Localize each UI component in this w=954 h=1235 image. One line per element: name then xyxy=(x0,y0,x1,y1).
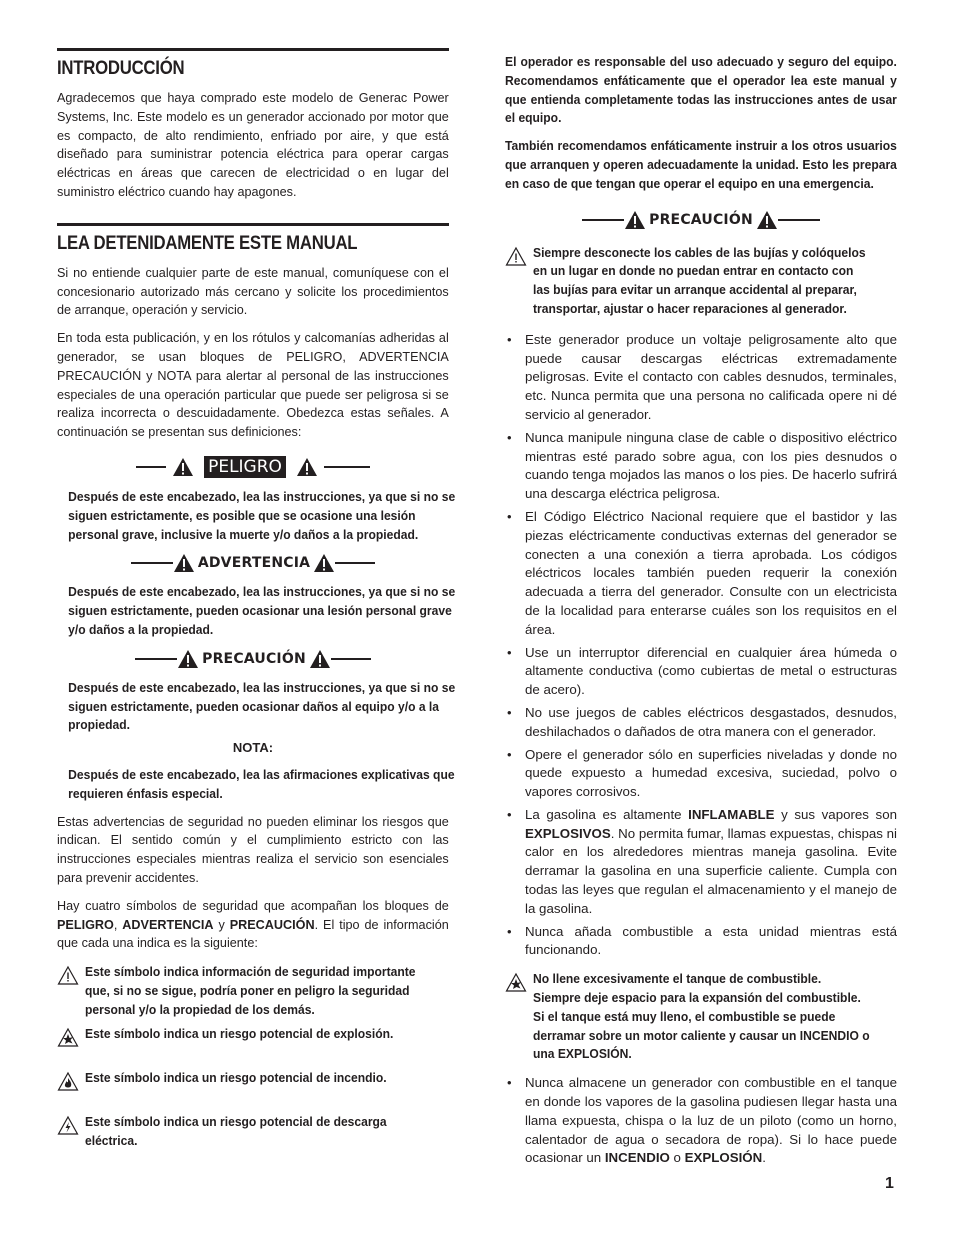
precaucion-label: PRECAUCIÓN xyxy=(649,211,753,228)
nota-label: NOTA: xyxy=(232,740,274,756)
read-manual-p2: En toda esta publicación, y en los rótulos y calcomanías adheridas al generador, se usan bloques de PELIGRO, ADVERTENCIA PRECAUCIÓN y NOTA para alertar al personal de las instrucciones especiales de una operación particular que puede ser peligrosa si se realiza incorrecta o descuidadamente. Obedezca estas señales. A continuación se presentan sus definiciones: xyxy=(57,330,449,440)
symbol-text: Este símbolo indica un riesgo potencial de descarga eléctrica. xyxy=(85,1114,387,1149)
bullet-marker: • xyxy=(507,644,512,660)
list-item-text: Este generador produce un voltaje peligrosamente alto que puede causar descargas eléctricas extremadamente peligrosas. Evite el contacto con cables desnudos, terminales, etc. Nunca permita que una persona no calificada opere ni dé servicio al generador. xyxy=(525,331,897,422)
bullet-marker: • xyxy=(507,806,512,822)
advertencia-text: Después de este encabezado, lea las instrucciones, ya que si no se siguen estrictamente, pueden ocasionar una lesión personal grave y/o daños a la propiedad. xyxy=(68,584,456,637)
overfill-warning xyxy=(505,970,897,1064)
symbol-row xyxy=(57,1113,449,1151)
list-item xyxy=(505,704,897,742)
nota-text: Después de este encabezado, lea las afirmaciones explicativas que requieren énfasis especial. xyxy=(68,766,455,801)
bullet-marker: • xyxy=(507,923,512,939)
bullet-marker: • xyxy=(507,508,512,524)
symbol-row xyxy=(57,963,449,1019)
peligro-banner xyxy=(57,456,449,478)
list-item-text: Nunca manipule ninguna clase de cable o dispositivo eléctrico mientras esté parado sobre agua, con los pies desnudos o cuando tenga mojados las manos o los pies. De hacerlo sufrirá una descarga eléctrica peligrosa. xyxy=(525,429,897,502)
symbol-text: Este símbolo indica un riesgo potencial de explosión. xyxy=(85,1026,394,1042)
read-manual-p1: Si no entiende cualquier parte de este manual, comuníquese con el concesionario autorizado más cercano y solicite los procedimientos de arranque, operación y servicio. xyxy=(57,264,449,318)
list-item xyxy=(505,331,897,425)
section-rule xyxy=(57,48,449,51)
precaucion-label: PRECAUCIÓN xyxy=(202,650,306,667)
instruct-others-text: También recomendamos enfáticamente instruir a los otros usuarios que arranquen y operen adecuadamente la unidad. Esto les prepara en caso de que tengan que operar el equipo en una emergencia. xyxy=(505,138,897,191)
right-column xyxy=(505,53,897,1172)
danger-triangle-icon xyxy=(296,457,318,477)
symbol-row xyxy=(57,1025,449,1063)
read-manual-title: LEA DETENIDAMENTE ESTE MANUAL xyxy=(57,231,358,254)
list-item xyxy=(505,1074,897,1168)
caution-triangle-icon xyxy=(624,210,646,230)
symbol-row xyxy=(57,1069,449,1107)
caution-triangle-icon xyxy=(57,965,79,985)
warning-triangle-icon xyxy=(313,553,335,573)
list-item xyxy=(505,746,897,802)
caution-triangle-icon xyxy=(309,649,331,669)
bullet-marker: • xyxy=(507,429,512,445)
caution-triangle-icon xyxy=(505,246,527,266)
list-item-text: Opere el generador sólo en superficies niveladas y donde no quede expuesto a humedad excesiva, suciedad, polvo o vapores corrosivos. xyxy=(525,746,897,800)
caution-triangle-icon xyxy=(177,649,199,669)
spark-plug-warning-text: Siempre desconecte los cables de las bujías y colóquelos en un lugar en donde no puedan entrar en contacto con las bujías para evitar un arranque accidental al preparar, transportar, ajustar o hacer reparaciones al generador. xyxy=(533,244,866,316)
list-item xyxy=(505,644,897,700)
bullet-marker: • xyxy=(507,1075,512,1091)
warnings-paragraph: Estas advertencias de seguridad no pueden eliminar los riesgos que indican. El sentido común y el cumplimiento estricto con las instrucciones especiales mientras realiza el servicio son esenciales para prevenir accidentes. xyxy=(57,813,449,885)
gasoline-warning-text: La gasolina es altamente INFLAMABLE y sus vapores son EXPLOSIVOS. No permita fumar, llamas expuestas, chispas ni calor en los alrededores mientras maneja gasolina. Evite derramar la gasolina en una superficie caliente. Cumpla con todas las leyes que regulan el almacenamiento y el manejo de la gasolina. xyxy=(525,806,897,916)
list-item-text: El Código Eléctrico Nacional requiere que el bastidor y las piezas eléctricamente conductivas externas del generador se conecten a una conexión a tierra aprobada. Los códigos eléctricos locales también pueden requerir la conexión adecuada a tierra del generador. Consulte con un electricista de la localidad para enterarse cuáles son los requisitos en el área. xyxy=(525,508,897,637)
list-item xyxy=(505,923,897,961)
caution-triangle-icon xyxy=(756,210,778,230)
warning-triangle-icon xyxy=(173,553,195,573)
left-column xyxy=(57,48,456,1157)
advertencia-banner xyxy=(57,553,449,573)
danger-triangle-icon xyxy=(172,457,194,477)
symbols-intro: Hay cuatro símbolos de seguridad que acompañan los bloques de PELIGRO, ADVERTENCIA y PRECAUCIÓN. El tipo de información que cada una indica es la siguiente: xyxy=(57,897,449,951)
operator-responsibility-text: El operador es responsable del uso adecuado y seguro del equipo. Recomendamos enfáticamente que el operador lea este manual y que entienda completamente todas las instrucciones antes de usar el equipo. xyxy=(505,54,897,126)
precaucion-banner xyxy=(505,210,897,230)
list-item xyxy=(505,508,897,640)
peligro-label: PELIGRO xyxy=(204,456,286,478)
page-number: 1 xyxy=(885,1175,894,1192)
explosion-hazard-icon xyxy=(505,972,527,992)
spark-plug-warning xyxy=(505,244,897,319)
shock-hazard-icon xyxy=(57,1115,79,1135)
list-item xyxy=(505,806,897,919)
advertencia-label: ADVERTENCIA xyxy=(197,555,311,572)
precaucion-banner xyxy=(57,649,449,669)
list-item-text: Use un interruptor diferencial en cualquier área húmeda o altamente conductiva (como cubiertas de metal o estructuras de acero). xyxy=(525,644,897,698)
bullet-marker: • xyxy=(507,704,512,720)
storage-warning-text: Nunca almacene un generador con combustible en el tanque en donde los vapores de la gasolina pudiesen llegar hasta una llama expuesta, chispa o la luz de un piloto (como un horno, calentador de agua o secadora de ropa). Si lo hace puede ocasionar un INCENDIO o EXPLOSIÓN. xyxy=(525,1075,897,1166)
fire-hazard-icon xyxy=(57,1071,79,1091)
peligro-text: Después de este encabezado, lea las instrucciones, ya que si no se siguen estrictamente, es posible que se ocasione una lesión personal grave, inclusive la muerte y/o daños a la propiedad. xyxy=(68,488,456,542)
overfill-warning-text: No llene excesivamente el tanque de combustible. Siempre deje espacio para la expansión del combustible. Si el tanque está muy lleno, el combustible se puede derramar sobre un motor caliente y causar un INCENDIO o una EXPLOSIÓN. xyxy=(533,971,870,1062)
bullet-marker: • xyxy=(507,746,512,762)
intro-title: INTRODUCCIÓN xyxy=(57,57,185,79)
intro-text: Agradecemos que haya comprado este modelo de Generac Power Systems, Inc. Este modelo es un generador accionado por motor que es compacto, de alto rendimiento, enfriado por aire, y que está diseñado para suministrar potencia eléctrica para operar cargas eléctricas en áreas que carecen de electricidad o en lugar del suministro eléctrico cuando hay apagones. xyxy=(57,90,449,199)
explosion-hazard-icon xyxy=(57,1027,79,1047)
precaucion-text: Después de este encabezado, lea las instrucciones, ya que si no se siguen estrictamente, pueden ocasionar daños al equipo y/o a la propiedad. xyxy=(68,679,456,733)
list-item xyxy=(505,429,897,504)
section-rule xyxy=(57,223,449,226)
symbol-text: Este símbolo indica información de seguridad importante que, si no se sigue, podría poner en peligro la seguridad personal y/o la propiedad de los demás. xyxy=(85,964,416,1017)
list-item-text: Nunca añada combustible a esta unidad mientras está funcionando. xyxy=(525,923,897,958)
bullet-marker: • xyxy=(507,331,512,347)
list-item-text: No use juegos de cables eléctricos desgastados, desnudos, deshilachados o dañados de otra manera con el generador. xyxy=(525,704,897,739)
symbol-text: Este símbolo indica un riesgo potencial de incendio. xyxy=(85,1070,387,1086)
